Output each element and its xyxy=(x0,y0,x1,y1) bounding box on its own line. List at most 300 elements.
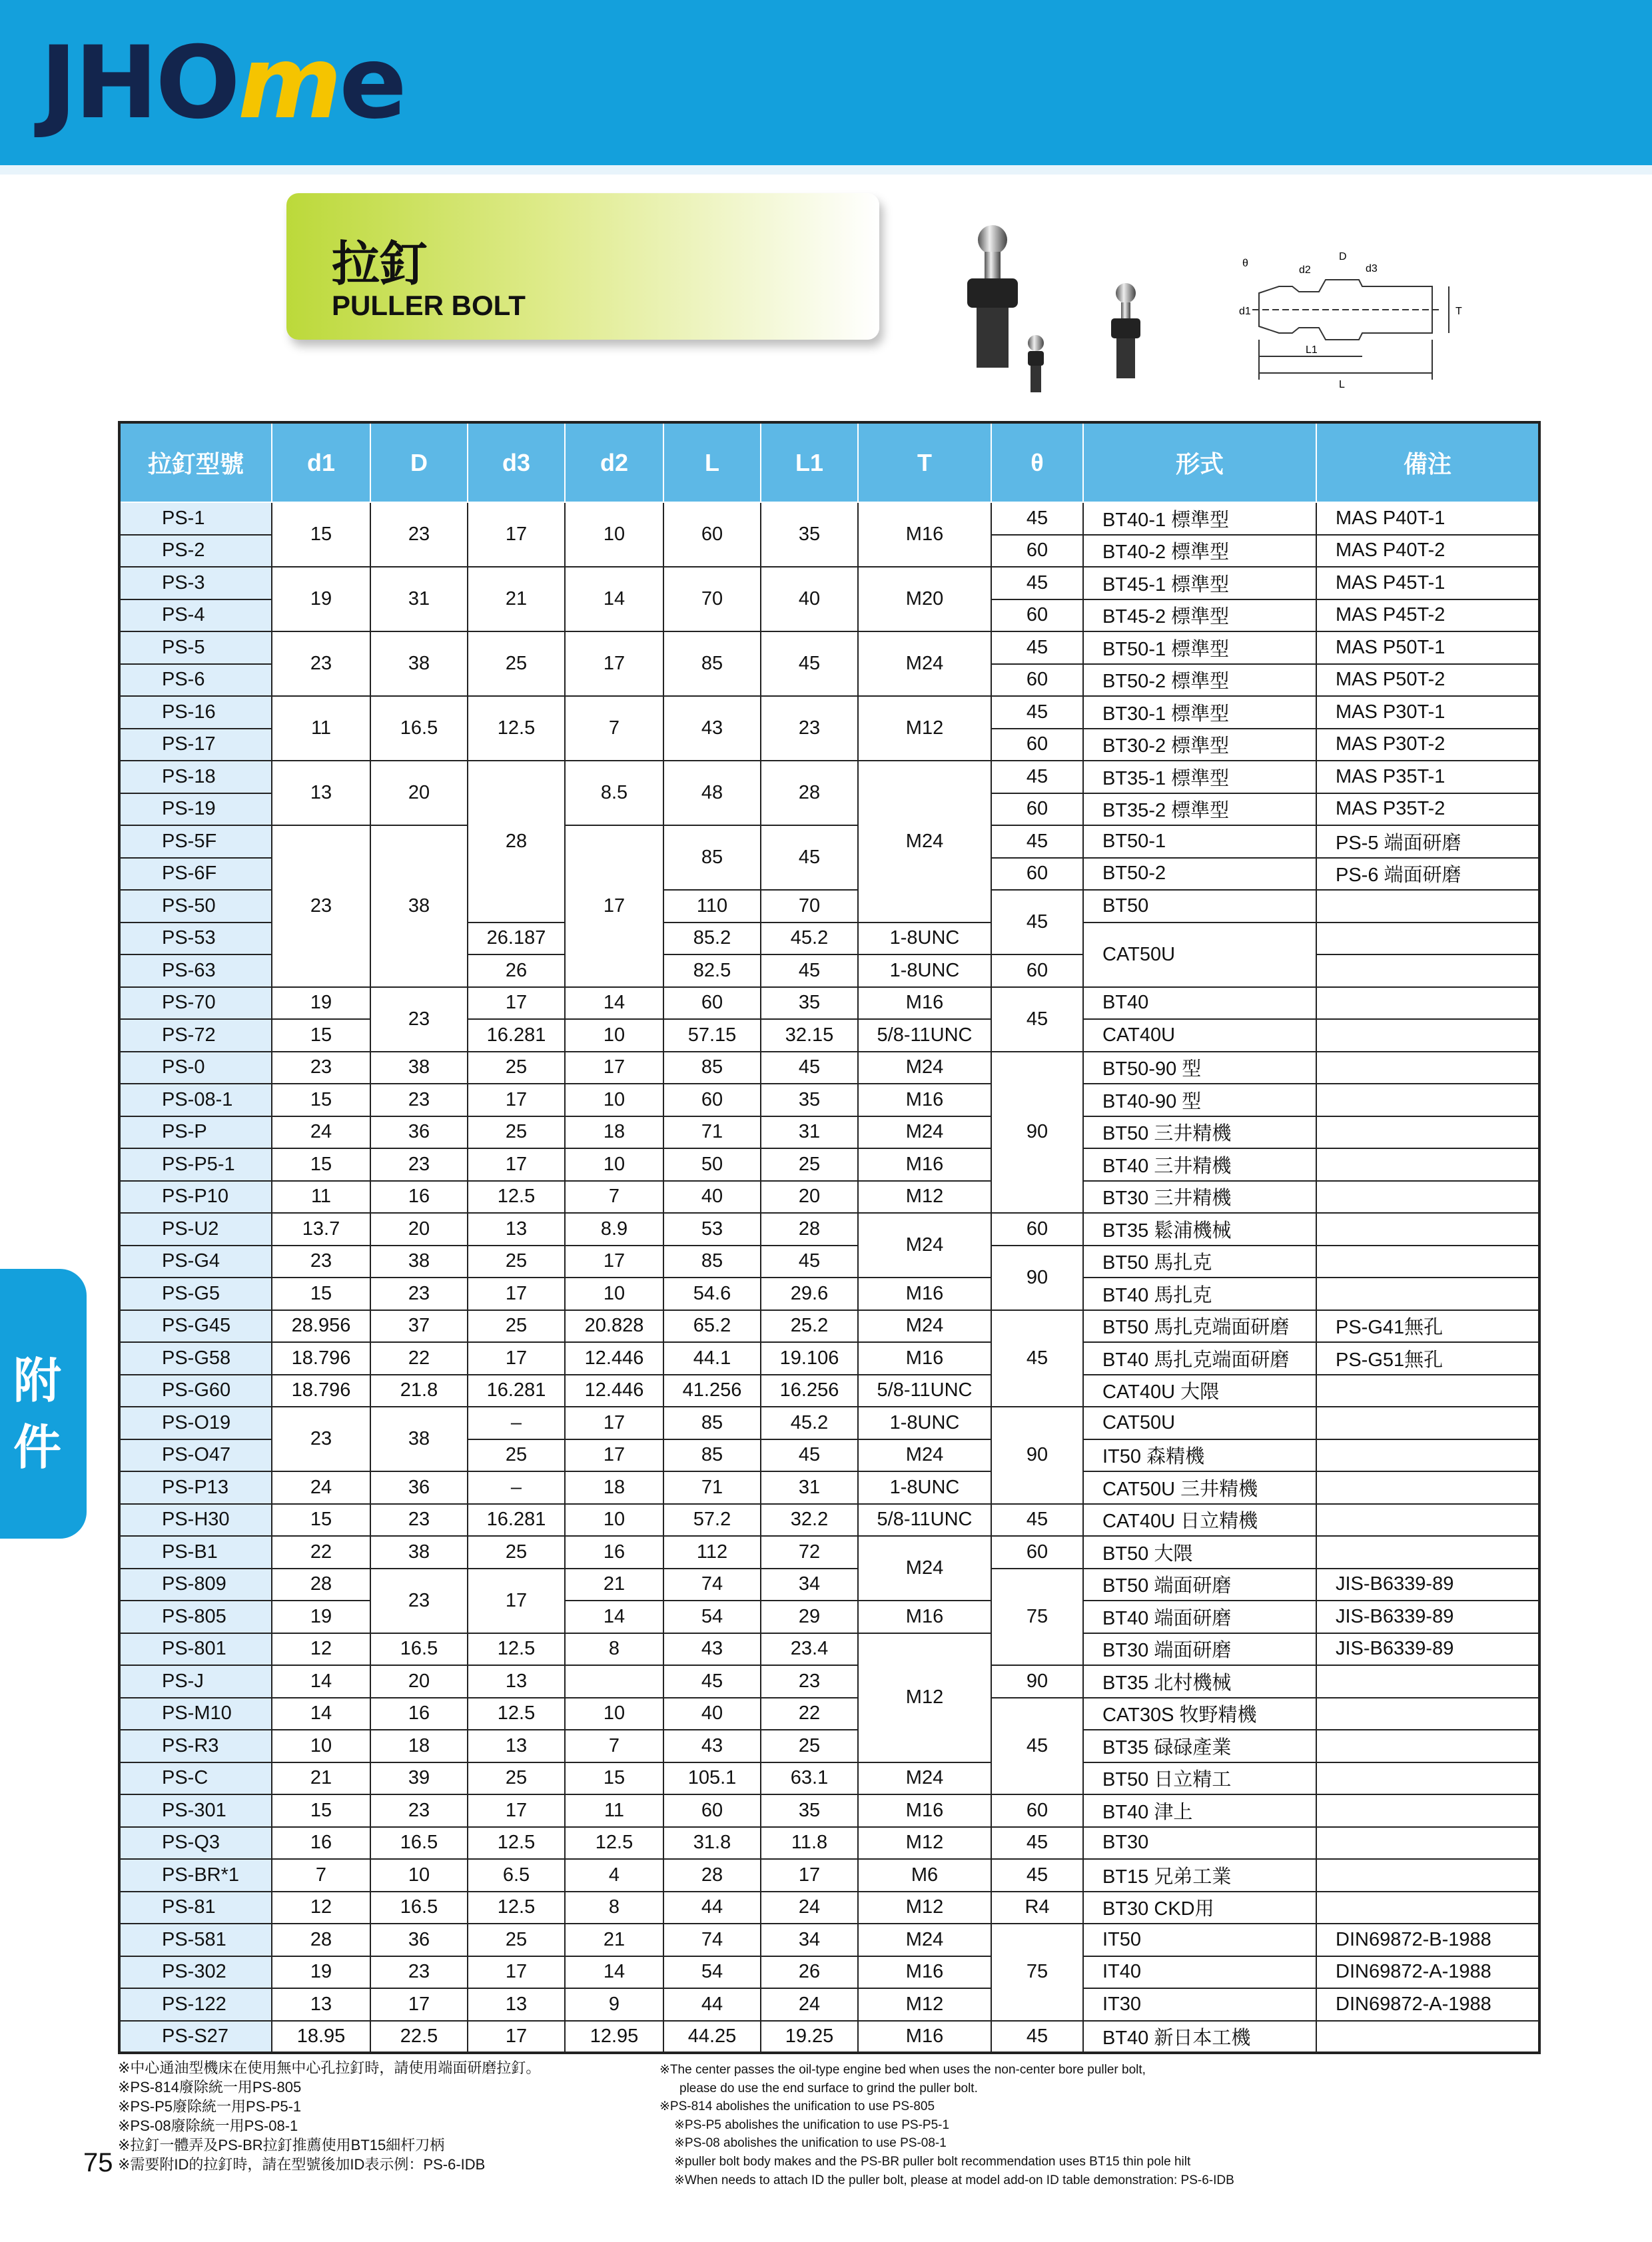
cell-L: 85 xyxy=(663,825,761,890)
cell-T: 1-8UNC xyxy=(858,954,991,987)
cell-theta: 45 xyxy=(991,1504,1083,1537)
header-D: D xyxy=(370,422,468,502)
cell-T: 5/8-11UNC xyxy=(858,1375,991,1407)
cell-d3: 26 xyxy=(468,954,565,987)
cell-model: PS-3 xyxy=(119,567,272,599)
cell-type: BT30 xyxy=(1083,1827,1316,1860)
cell-note: MAS P30T-2 xyxy=(1316,729,1539,761)
cell-D: 38 xyxy=(370,631,468,696)
cell-theta: 45 xyxy=(991,1827,1083,1860)
cell-note xyxy=(1316,1665,1539,1698)
cell-D: 16.5 xyxy=(370,1633,468,1666)
cell-d1: 10 xyxy=(272,1730,370,1762)
header-d3: d3 xyxy=(468,422,565,502)
cell-T: M24 xyxy=(858,1762,991,1795)
cell-L: 60 xyxy=(663,987,761,1020)
cell-model: PS-5 xyxy=(119,631,272,664)
cell-model: PS-J xyxy=(119,1665,272,1698)
cell-d3: 16.281 xyxy=(468,1019,565,1052)
cell-T: M16 xyxy=(858,502,991,567)
cell-T: M12 xyxy=(858,696,991,761)
cell-model: PS-72 xyxy=(119,1019,272,1052)
table-row xyxy=(119,1956,1539,1989)
cell-D: 16 xyxy=(370,1698,468,1730)
cell-L: 54 xyxy=(663,1601,761,1633)
page-title-cn: 拉釘 xyxy=(332,236,428,292)
page-number: 75 xyxy=(83,2148,113,2177)
cell-type: BT40 xyxy=(1083,987,1316,1020)
cell-d2: 21 xyxy=(565,1924,663,1956)
cell-L: 54.6 xyxy=(663,1278,761,1310)
cell-L: 85.2 xyxy=(663,923,761,955)
cell-L: 44.25 xyxy=(663,2021,761,2054)
table-row xyxy=(119,1213,1539,1246)
note-en-line: please do use the end surface to grind the puller bolt. xyxy=(679,2081,978,2095)
cell-L: 82.5 xyxy=(663,954,761,987)
cell-model: PS-4 xyxy=(119,599,272,632)
cell-L: 44.1 xyxy=(663,1342,761,1375)
note-cn-line: ※拉釘一體弄及PS-BR拉釘推薦使用BT15細杆刀柄 xyxy=(118,2137,445,2153)
cell-D: 36 xyxy=(370,1471,468,1504)
cell-L: 50 xyxy=(663,1148,761,1181)
cell-D: 21.8 xyxy=(370,1375,468,1407)
cell-T: M16 xyxy=(858,2021,991,2054)
cell-d3: 17 xyxy=(468,1148,565,1181)
cell-d1: 18.796 xyxy=(272,1375,370,1407)
cell-T: M16 xyxy=(858,1342,991,1375)
cell-note xyxy=(1316,1504,1539,1537)
cell-theta: 90 xyxy=(991,1246,1083,1310)
cell-type: BT40 馬扎克端面研磨 xyxy=(1083,1342,1316,1375)
cell-d2: 8 xyxy=(565,1892,663,1924)
cell-L: 65.2 xyxy=(663,1310,761,1343)
cell-L: 57.2 xyxy=(663,1504,761,1537)
cell-d1: 18.95 xyxy=(272,2021,370,2054)
cell-d1: 19 xyxy=(272,987,370,1020)
cell-d3: 28 xyxy=(468,761,565,923)
cell-note xyxy=(1316,1116,1539,1149)
cell-L1: 63.1 xyxy=(761,1762,858,1795)
cell-theta: 45 xyxy=(991,631,1083,664)
cell-L: 41.256 xyxy=(663,1375,761,1407)
cell-d3: 17 xyxy=(468,1794,565,1827)
cell-d2: 7 xyxy=(565,696,663,761)
cell-D: 36 xyxy=(370,1116,468,1149)
cell-T: M16 xyxy=(858,1794,991,1827)
table-row xyxy=(119,825,1539,858)
cell-type: BT50 大隈 xyxy=(1083,1536,1316,1569)
cell-d1: 15 xyxy=(272,1504,370,1537)
cell-type: CAT30S 牧野精機 xyxy=(1083,1698,1316,1730)
cell-theta: 45 xyxy=(991,696,1083,729)
cell-note xyxy=(1316,2021,1539,2054)
cell-note xyxy=(1316,1536,1539,1569)
table-header-row xyxy=(119,422,1539,502)
cell-type: BT30-2 標準型 xyxy=(1083,729,1316,761)
cell-model: PS-P10 xyxy=(119,1181,272,1214)
spec-table xyxy=(118,421,1541,2054)
cell-T: M16 xyxy=(858,1084,991,1116)
cell-d2: 10 xyxy=(565,1504,663,1537)
cell-type: BT45-2 標準型 xyxy=(1083,599,1316,632)
cell-d1: 14 xyxy=(272,1665,370,1698)
cell-L: 85 xyxy=(663,1407,761,1439)
cell-L: 45 xyxy=(663,1665,761,1698)
cell-L: 53 xyxy=(663,1213,761,1246)
cell-d1: 28.956 xyxy=(272,1310,370,1343)
cell-L1: 45 xyxy=(761,631,858,696)
cell-theta: 45 xyxy=(991,502,1083,535)
table-row xyxy=(119,1278,1539,1310)
header-note: 備注 xyxy=(1316,422,1539,502)
cell-d1: 12 xyxy=(272,1892,370,1924)
cell-L: 44 xyxy=(663,1892,761,1924)
table-row xyxy=(119,1569,1539,1601)
cell-L: 112 xyxy=(663,1536,761,1569)
cell-T: M24 xyxy=(858,761,991,923)
cell-model: PS-BR*1 xyxy=(119,1859,272,1892)
table-row xyxy=(119,567,1539,599)
l1-label: L1 xyxy=(1306,344,1318,356)
cell-type: BT40 端面研磨 xyxy=(1083,1601,1316,1633)
cell-L1: 28 xyxy=(761,761,858,825)
cell-note xyxy=(1316,890,1539,923)
cell-theta: 60 xyxy=(991,1213,1083,1246)
table-row xyxy=(119,502,1539,535)
cell-T: M24 xyxy=(858,1116,991,1149)
cell-type: CAT50U xyxy=(1083,1407,1316,1439)
cell-d3: 25 xyxy=(468,1536,565,1569)
cell-T: M24 xyxy=(858,1310,991,1343)
notes-cn xyxy=(118,2058,540,2174)
cell-model: PS-53 xyxy=(119,923,272,955)
cell-d1: 19 xyxy=(272,567,370,631)
cell-model: PS-G60 xyxy=(119,1375,272,1407)
cell-d1: 7 xyxy=(272,1859,370,1892)
cell-type: BT35 鬆浦機械 xyxy=(1083,1213,1316,1246)
cell-model: PS-Q3 xyxy=(119,1827,272,1860)
cell-theta: 60 xyxy=(991,599,1083,632)
cell-d2: 20.828 xyxy=(565,1310,663,1343)
cell-d1: 13 xyxy=(272,1988,370,2021)
cell-model: PS-G58 xyxy=(119,1342,272,1375)
cell-type: BT40 新日本工機 xyxy=(1083,2021,1316,2054)
note-cn-line: ※PS-P5廢除統一用PS-P5-1 xyxy=(118,2098,302,2115)
cell-L: 85 xyxy=(663,631,761,696)
cell-type: BT40-2 標準型 xyxy=(1083,535,1316,567)
l-label: L xyxy=(1339,379,1345,390)
cell-T: 1-8UNC xyxy=(858,923,991,955)
table-row xyxy=(119,1633,1539,1666)
cell-note xyxy=(1316,1439,1539,1472)
cell-d1: 23 xyxy=(272,1246,370,1278)
cell-d3: 16.281 xyxy=(468,1375,565,1407)
cell-model: PS-C xyxy=(119,1762,272,1795)
cell-d2: 7 xyxy=(565,1730,663,1762)
cell-type: BT45-1 標準型 xyxy=(1083,567,1316,599)
cell-d3: 13 xyxy=(468,1213,565,1246)
cell-note: MAS P45T-1 xyxy=(1316,567,1539,599)
dimension-diagram xyxy=(1239,240,1485,393)
cell-note xyxy=(1316,1084,1539,1116)
cell-d1: 15 xyxy=(272,1148,370,1181)
cell-model: PS-805 xyxy=(119,1601,272,1633)
cell-model: PS-50 xyxy=(119,890,272,923)
cell-D: 38 xyxy=(370,1407,468,1471)
cell-note xyxy=(1316,1246,1539,1278)
cell-d2: 7 xyxy=(565,1181,663,1214)
cell-L: 43 xyxy=(663,1730,761,1762)
cell-model: PS-O19 xyxy=(119,1407,272,1439)
cell-L1: 45.2 xyxy=(761,1407,858,1439)
cell-d2: 10 xyxy=(565,1019,663,1052)
cell-model: PS-H30 xyxy=(119,1504,272,1537)
cell-L: 40 xyxy=(663,1181,761,1214)
cell-d3: 25 xyxy=(468,1310,565,1343)
cell-d1: 13.7 xyxy=(272,1213,370,1246)
cell-theta: 60 xyxy=(991,793,1083,826)
cell-d2: 14 xyxy=(565,1601,663,1633)
cell-theta: R4 xyxy=(991,1892,1083,1924)
table-row xyxy=(119,1052,1539,1084)
cell-L: 40 xyxy=(663,1698,761,1730)
cell-d1: 18.796 xyxy=(272,1342,370,1375)
cell-note: MAS P35T-2 xyxy=(1316,793,1539,826)
cell-type: BT30 三井精機 xyxy=(1083,1181,1316,1214)
cell-d3: – xyxy=(468,1407,565,1439)
table-row xyxy=(119,987,1539,1020)
cell-note: MAS P30T-1 xyxy=(1316,696,1539,729)
cell-T: M12 xyxy=(858,1827,991,1860)
table-row xyxy=(119,1665,1539,1698)
cell-T: M12 xyxy=(858,1892,991,1924)
cell-D: 39 xyxy=(370,1762,468,1795)
cell-note: PS-5 端面研磨 xyxy=(1316,825,1539,858)
cell-note xyxy=(1316,1213,1539,1246)
cell-T: M24 xyxy=(858,1924,991,1956)
cell-D: 23 xyxy=(370,1148,468,1181)
cell-theta: 90 xyxy=(991,1665,1083,1698)
cell-note xyxy=(1316,1794,1539,1827)
table-row xyxy=(119,1181,1539,1214)
table-row xyxy=(119,1536,1539,1569)
cell-note xyxy=(1316,1052,1539,1084)
cell-type: BT35-1 標準型 xyxy=(1083,761,1316,793)
cell-T: M12 xyxy=(858,1633,991,1762)
cell-d1: 23 xyxy=(272,631,370,696)
cell-model: PS-19 xyxy=(119,793,272,826)
table-row xyxy=(119,1471,1539,1504)
cell-d3: 25 xyxy=(468,631,565,696)
table-row xyxy=(119,696,1539,729)
cell-D: 23 xyxy=(370,1278,468,1310)
header-type: 形式 xyxy=(1083,422,1316,502)
cell-type: IT50 森精機 xyxy=(1083,1439,1316,1472)
cell-d3: 17 xyxy=(468,987,565,1020)
side-tab-appendix: 附 件 xyxy=(0,1269,87,1539)
cell-L1: 24 xyxy=(761,1892,858,1924)
cell-model: PS-6 xyxy=(119,664,272,697)
cell-d1: 19 xyxy=(272,1601,370,1633)
cell-theta: 45 xyxy=(991,761,1083,793)
cell-d3: 12.5 xyxy=(468,1698,565,1730)
cell-L1: 25.2 xyxy=(761,1310,858,1343)
cell-T: 1-8UNC xyxy=(858,1471,991,1504)
cell-type: BT30 CKD用 xyxy=(1083,1892,1316,1924)
cell-d3: 17 xyxy=(468,1956,565,1989)
cell-T: M16 xyxy=(858,987,991,1020)
cell-D: 10 xyxy=(370,1859,468,1892)
cell-L1: 31 xyxy=(761,1471,858,1504)
cell-d1: 14 xyxy=(272,1698,370,1730)
cell-d3: 12.5 xyxy=(468,1181,565,1214)
table-row xyxy=(119,631,1539,664)
cell-d2: 16 xyxy=(565,1536,663,1569)
cell-note xyxy=(1316,1471,1539,1504)
cell-D: 16.5 xyxy=(370,1892,468,1924)
cell-T: M16 xyxy=(858,1148,991,1181)
cell-theta: 60 xyxy=(991,858,1083,891)
cell-L1: 35 xyxy=(761,1084,858,1116)
cell-theta: 60 xyxy=(991,1794,1083,1827)
cell-type: CAT50U xyxy=(1083,923,1316,987)
cell-L1: 28 xyxy=(761,1213,858,1246)
cell-note xyxy=(1316,1278,1539,1310)
cell-model: PS-70 xyxy=(119,987,272,1020)
cell-d2: 10 xyxy=(565,502,663,567)
cell-T: M16 xyxy=(858,1601,991,1633)
cell-D: 22 xyxy=(370,1342,468,1375)
cell-theta: 60 xyxy=(991,535,1083,567)
cell-type: BT35-2 標準型 xyxy=(1083,793,1316,826)
cell-L: 43 xyxy=(663,1633,761,1666)
cell-T: M24 xyxy=(858,631,991,696)
cell-d2: 17 xyxy=(565,1246,663,1278)
note-en-line: ※PS-814 abolishes the unification to use PS-805 xyxy=(659,2099,935,2114)
cell-type: BT50-1 標準型 xyxy=(1083,631,1316,664)
cell-d1: 24 xyxy=(272,1116,370,1149)
cell-d2: 12.5 xyxy=(565,1827,663,1860)
cell-d2: 21 xyxy=(565,1569,663,1601)
cell-L1: 17 xyxy=(761,1859,858,1892)
cell-L: 105.1 xyxy=(663,1762,761,1795)
cell-theta: 60 xyxy=(991,729,1083,761)
cell-type: BT50 馬扎克 xyxy=(1083,1246,1316,1278)
table-row xyxy=(119,1342,1539,1375)
cell-L: 110 xyxy=(663,890,761,923)
cell-d3: – xyxy=(468,1471,565,1504)
cell-L: 44 xyxy=(663,1988,761,2021)
cell-d1: 23 xyxy=(272,1052,370,1084)
table-row xyxy=(119,1698,1539,1730)
cell-note: JIS-B6339-89 xyxy=(1316,1601,1539,1633)
table-row xyxy=(119,1407,1539,1439)
cell-T: M24 xyxy=(858,1439,991,1472)
cell-type: BT50 端面研磨 xyxy=(1083,1569,1316,1601)
cell-d3: 12.5 xyxy=(468,1827,565,1860)
cell-D: 20 xyxy=(370,761,468,825)
cell-D: 36 xyxy=(370,1924,468,1956)
cell-L1: 45.2 xyxy=(761,923,858,955)
cell-note: DIN69872-A-1988 xyxy=(1316,1956,1539,1989)
cell-L1: 35 xyxy=(761,987,858,1020)
cell-theta: 45 xyxy=(991,2021,1083,2054)
cell-d2: 11 xyxy=(565,1794,663,1827)
cell-d2: 4 xyxy=(565,1859,663,1892)
cell-d3: 21 xyxy=(468,567,565,631)
cell-D: 16 xyxy=(370,1181,468,1214)
cell-L1: 22 xyxy=(761,1698,858,1730)
cell-note xyxy=(1316,1148,1539,1181)
cell-note xyxy=(1316,1859,1539,1892)
cell-d1: 16 xyxy=(272,1827,370,1860)
table-row xyxy=(119,1988,1539,2021)
table-row xyxy=(119,2021,1539,2054)
cell-model: PS-P13 xyxy=(119,1471,272,1504)
cell-L1: 70 xyxy=(761,890,858,923)
cell-T: M12 xyxy=(858,1988,991,2021)
cell-d2: 14 xyxy=(565,987,663,1020)
cell-d3: 13 xyxy=(468,1730,565,1762)
cell-type: BT50-2 xyxy=(1083,858,1316,891)
cell-L1: 31 xyxy=(761,1116,858,1149)
cell-d3: 25 xyxy=(468,1924,565,1956)
cell-theta: 90 xyxy=(991,1407,1083,1504)
cell-type: BT40 馬扎克 xyxy=(1083,1278,1316,1310)
cell-note xyxy=(1316,1698,1539,1730)
cell-model: PS-18 xyxy=(119,761,272,793)
cell-d1: 15 xyxy=(272,1278,370,1310)
cell-d3: 12.5 xyxy=(468,696,565,761)
cell-type: IT40 xyxy=(1083,1956,1316,1989)
table-row xyxy=(119,1148,1539,1181)
table-row xyxy=(119,1730,1539,1762)
cell-note xyxy=(1316,1375,1539,1407)
cell-theta: 60 xyxy=(991,1536,1083,1569)
cell-theta: 90 xyxy=(991,1052,1083,1214)
cell-L1: 11.8 xyxy=(761,1827,858,1860)
cell-D: 16.5 xyxy=(370,1827,468,1860)
cell-d2: 9 xyxy=(565,1988,663,2021)
cell-note xyxy=(1316,1407,1539,1439)
note-cn-line: ※PS-814廢除統一用PS-805 xyxy=(118,2079,302,2095)
cell-type: IT30 xyxy=(1083,1988,1316,2021)
cell-model: PS-122 xyxy=(119,1988,272,2021)
cell-L1: 45 xyxy=(761,1439,858,1472)
cell-model: PS-801 xyxy=(119,1633,272,1666)
cell-type: BT40 三井精機 xyxy=(1083,1148,1316,1181)
cell-L1: 29 xyxy=(761,1601,858,1633)
cell-note xyxy=(1316,954,1539,987)
cell-D: 31 xyxy=(370,567,468,631)
cell-d2: 17 xyxy=(565,1439,663,1472)
cell-type: CAT50U 三井精機 xyxy=(1083,1471,1316,1504)
cell-d2: 10 xyxy=(565,1278,663,1310)
cell-d1: 23 xyxy=(272,1407,370,1471)
cell-model: PS-63 xyxy=(119,954,272,987)
cell-note: DIN69872-A-1988 xyxy=(1316,1988,1539,2021)
cell-d2: 12.446 xyxy=(565,1342,663,1375)
cell-D: 23 xyxy=(370,1794,468,1827)
cell-note: MAS P50T-1 xyxy=(1316,631,1539,664)
cell-note: PS-G41無孔 xyxy=(1316,1310,1539,1343)
cell-type: BT40 津上 xyxy=(1083,1794,1316,1827)
cell-L1: 19.25 xyxy=(761,2021,858,2054)
cell-d3: 25 xyxy=(468,1116,565,1149)
table-row xyxy=(119,1310,1539,1343)
table-body xyxy=(119,502,1539,2053)
cell-d1: 11 xyxy=(272,1181,370,1214)
